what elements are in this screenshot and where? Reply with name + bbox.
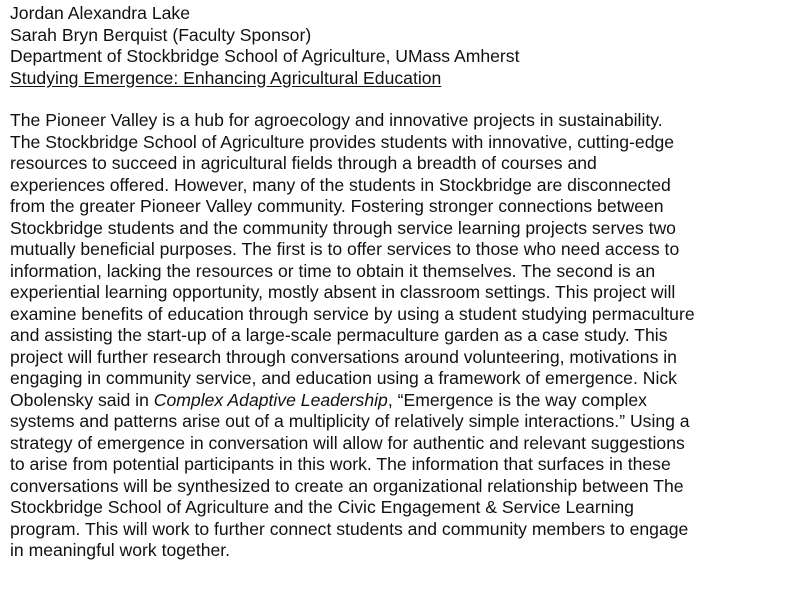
abstract-line: program. This will work to further connect students and community members to engage	[10, 518, 689, 539]
abstract-line-citation	[10, 390, 803, 412]
document-title: Studying Emergence: Enhancing Agricultural Education	[10, 67, 442, 88]
abstract-line: in meaningful work together.	[10, 540, 231, 560]
abstract-line: systems and patterns arise out of a multiplicity of relatively simple interactions.” Using a	[10, 411, 690, 431]
abstract-line: Stockbridge students and the community through service learning projects serves two	[10, 217, 676, 238]
abstract-line: mutually beneficial purposes. The first is to offer services to those who need access to	[10, 239, 680, 259]
book-title: Complex Adaptive Leadership	[153, 389, 388, 410]
abstract-line: experiences offered. However, many of the students in Stockbridge are disconnected	[10, 174, 671, 195]
abstract-line: project will further research through conversations around volunteering, motivations in	[10, 346, 677, 367]
faculty-sponsor: Sarah Bryn Berquist (Faculty Sponsor)	[10, 24, 312, 45]
abstract-line: experiential learning opportunity, mostly absent in classroom settings. This project will	[10, 282, 676, 302]
quote-start-text: , “Emergence is the way complex	[387, 389, 647, 410]
abstract-line: The Stockbridge School of Agriculture provides students with innovative, cutting-edge	[10, 131, 675, 152]
paragraph-spacer	[10, 89, 803, 110]
author-name: Jordan Alexandra Lake	[10, 3, 190, 23]
abstract-paragraph	[10, 110, 803, 562]
abstract-line: to arise from potential participants in this work. The information that surfaces in these	[10, 454, 671, 474]
abstract-line: strategy of emergence in conversation will allow for authentic and relevant suggestions	[10, 432, 685, 453]
department-line: Department of Stockbridge School of Agriculture, UMass Amherst	[10, 46, 520, 66]
abstract-line: Stockbridge School of Agriculture and the Civic Engagement & Service Learning	[10, 497, 634, 517]
abstract-line: examine benefits of education through service by using a student studying permaculture	[10, 303, 695, 324]
abstract-line: The Pioneer Valley is a hub for agroecology and innovative projects in sustainability.	[10, 110, 663, 130]
abstract-line: resources to succeed in agricultural fields through a breadth of courses and	[10, 153, 597, 173]
abstract-line: conversations will be synthesized to create an organizational relationship between The	[10, 475, 684, 496]
abstract-line: information, lacking the resources or time to obtain it themselves. The second is an	[10, 260, 656, 281]
citation-lead-text: Obolensky said in	[10, 389, 154, 410]
abstract-line: from the greater Pioneer Valley community. Fostering stronger connections between	[10, 196, 664, 216]
abstract-line: and assisting the start-up of a large-scale permaculture garden as a case study. This	[10, 325, 668, 345]
abstract-line: engaging in community service, and education using a framework of emergence. Nick	[10, 368, 677, 388]
